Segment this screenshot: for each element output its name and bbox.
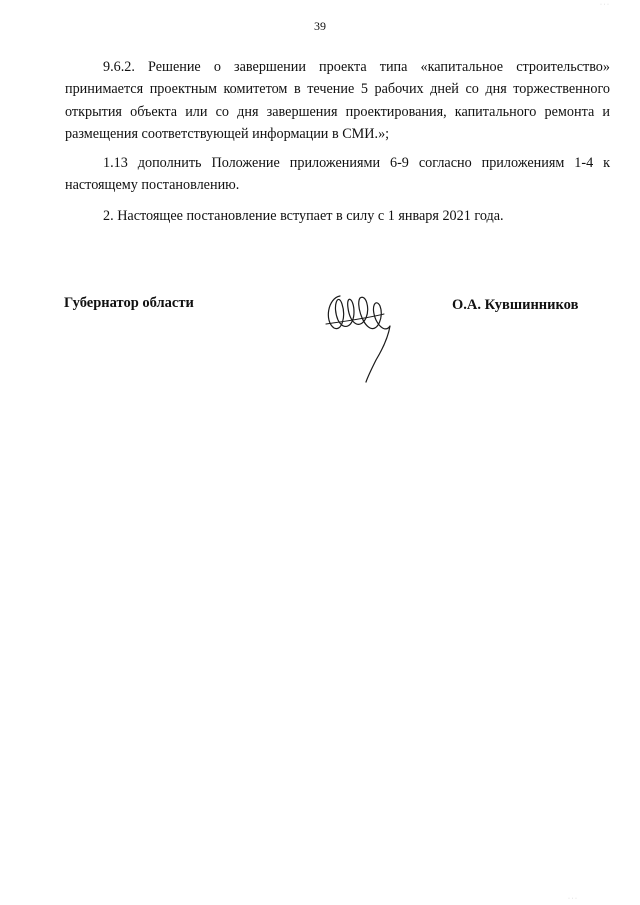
page-number: 39 bbox=[314, 19, 326, 33]
paragraph: 9.6.2. Решение о завершении проекта типа «капитальное строительство» принимается проектным комитетом в течение 5 рабочих дней со дня торжественного открытия объекта или со дня завершения проектирования, капитального ремонта и размещения соответствующей информации в СМИ.»; bbox=[65, 59, 610, 142]
handwritten-signature bbox=[318, 276, 398, 386]
paragraph: 2. Настоящее постановление вступает в силу с 1 января 2021 года. bbox=[103, 207, 504, 224]
paragraph: 1.13 дополнить Положение приложениями 6-9 согласно приложениям 1-4 к настоящему постановлению. bbox=[65, 155, 610, 194]
document-body bbox=[65, 56, 610, 227]
scan-artifact: · · · bbox=[568, 896, 577, 902]
signatory-name: О.А. Кувшинников bbox=[452, 297, 579, 313]
signatory-title: Губернатор области bbox=[64, 295, 194, 311]
scan-artifact: · · · bbox=[600, 2, 609, 8]
